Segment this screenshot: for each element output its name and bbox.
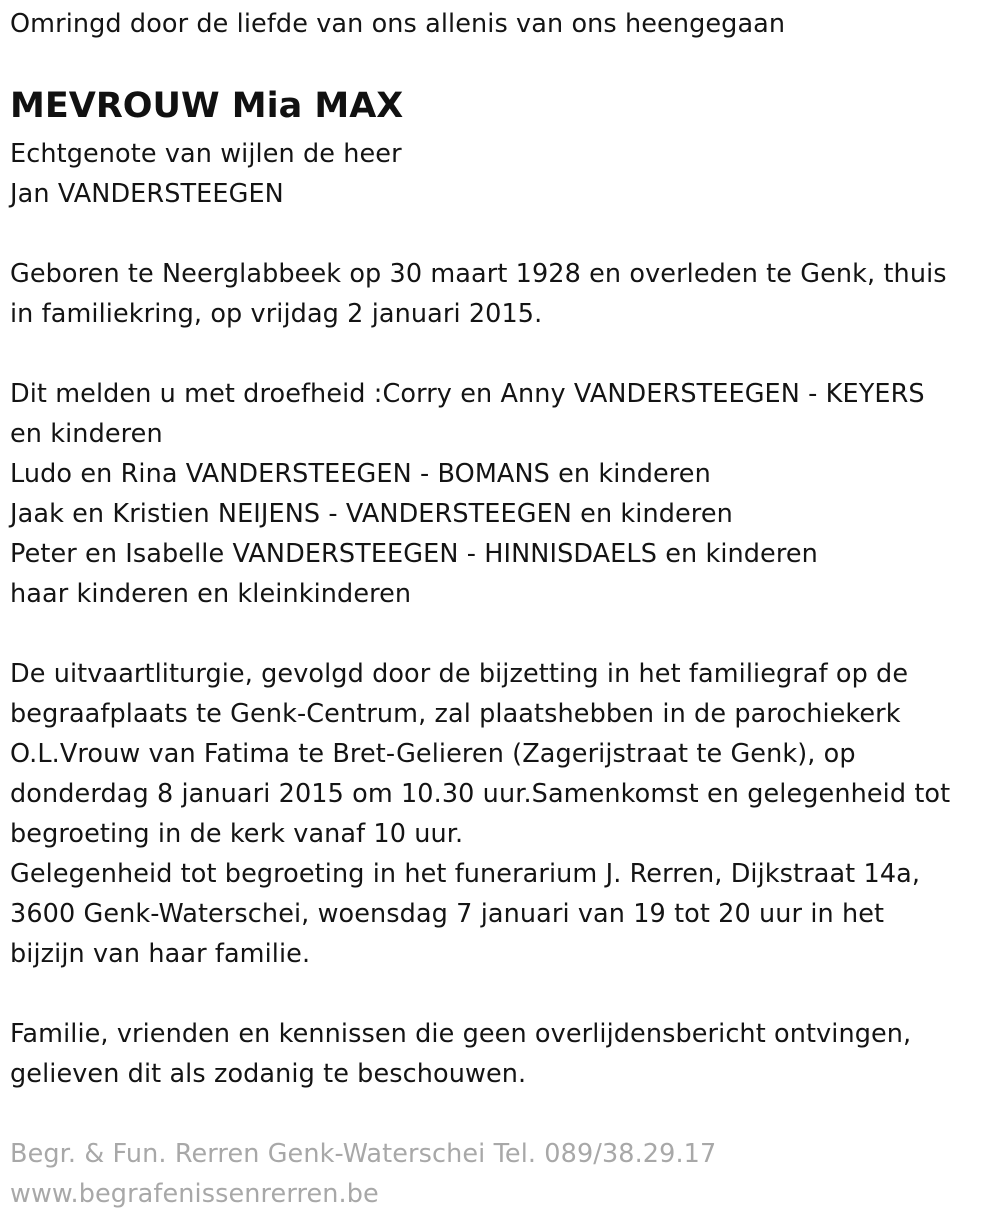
paragraph-line: O.L.Vrouw van Fatima te Bret-Gelieren (Zagerijstraat te Genk), op <box>10 739 856 769</box>
announcer-line: Peter en Isabelle VANDERSTEEGEN - HINNISDAELS en kinderen <box>10 539 818 569</box>
paragraph-line: in familiekring, op vrijdag 2 januari 2015. <box>10 299 543 329</box>
spouse-name: Jan VANDERSTEEGEN <box>10 179 284 209</box>
intro-text: Omringd door de liefde van ons allenis van ons heengegaan <box>10 9 786 39</box>
announcer-line: en kinderen <box>10 419 163 449</box>
paragraph-line: bijzijn van haar familie. <box>10 939 311 969</box>
announcer-line: Jaak en Kristien NEIJENS - VANDERSTEEGEN en kinderen <box>10 499 733 529</box>
paragraph-line: De uitvaartliturgie, gevolgd door de bijzetting in het familiegraf op de <box>10 659 909 689</box>
announcer-line: Ludo en Rina VANDERSTEEGEN - BOMANS en kinderen <box>10 459 711 489</box>
website-link[interactable]: www.begrafenissenrerren.be <box>10 1179 379 1209</box>
paragraph-line: 3600 Genk-Waterschei, woensdag 7 januari van 19 tot 20 uur in het <box>10 899 885 929</box>
paragraph-line: Gelegenheid tot begroeting in het funerarium J. Rerren, Dijkstraat 14a, <box>10 859 921 889</box>
funeral-home-contact: Begr. & Fun. Rerren Genk-Waterschei Tel. 089/38.29.17 <box>10 1139 717 1169</box>
paragraph-line: Geboren te Neerglabbeek op 30 maart 1928 en overleden te Genk, thuis <box>10 259 947 289</box>
spouse-line: Echtgenote van wijlen de heer <box>10 139 402 169</box>
announcer-line: haar kinderen en kleinkinderen <box>10 579 412 609</box>
paragraph-line: begroeting in de kerk vanaf 10 uur. <box>10 819 464 849</box>
paragraph-line: donderdag 8 januari 2015 om 10.30 uur.Samenkomst en gelegenheid tot <box>10 779 951 809</box>
paragraph-line: Familie, vrienden en kennissen die geen overlijdensbericht ontvingen, <box>10 1019 912 1049</box>
deceased-name: MEVROUW Mia MAX <box>10 86 404 126</box>
paragraph-line: gelieven dit als zodanig te beschouwen. <box>10 1059 527 1089</box>
announcer-line: Dit melden u met droefheid :Corry en Anny VANDERSTEEGEN - KEYERS <box>10 379 925 409</box>
paragraph-line: begraafplaats te Genk-Centrum, zal plaatshebben in de parochiekerk <box>10 699 901 729</box>
